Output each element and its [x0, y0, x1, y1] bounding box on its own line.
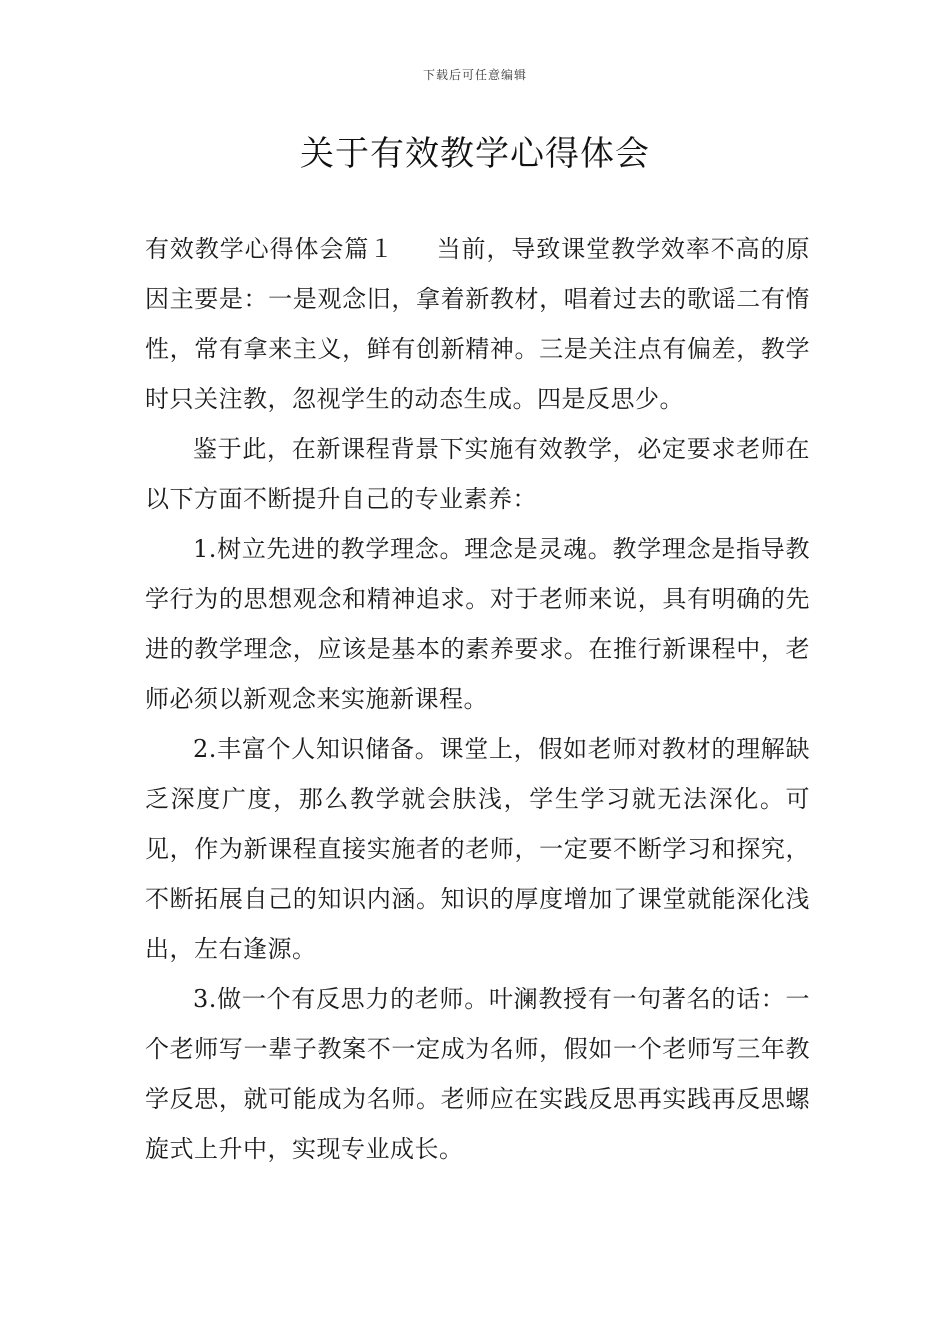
document-title: 关于有效教学心得体会 [300, 134, 650, 174]
paragraph-1-lead: 有效教学心得体会篇１ [145, 235, 395, 263]
paragraph-3: 1.树立先进的教学理念。理念是灵魂。教学理念是指导教学行为的思想观念和精神追求。对于老师来说，具有明确的先进的教学理念，应该是基本的素养要求。在推行新课程中，老师必须以新观念来实施新课程。 [145, 535, 810, 713]
header-note: 下载后可任意编辑 [422, 68, 527, 82]
paragraph-5: 3.做一个有反思力的老师。叶澜教授有一句著名的话：一个老师写一辈子教案不一定成为名师，假如一个老师写三年教学反思，就可能成为名师。老师应在实践反思再实践再反思螺旋式上升中，实现专业成长。 [145, 985, 810, 1163]
document-body [145, 224, 810, 1174]
paragraph-1 [145, 224, 810, 424]
paragraph-4: 2.丰富个人知识储备。课堂上，假如老师对教材的理解缺乏深度广度，那么教学就会肤浅，学生学习就无法深化。可见，作为新课程直接实施者的老师，一定要不断学习和探究，不断拓展自己的知识内涵。知识的厚度增加了课堂就能深化浅出，左右逢源。 [145, 735, 810, 963]
paragraph-2: 鉴于此，在新课程背景下实施有效教学，必定要求老师在以下方面不断提升自己的专业素养： [145, 435, 810, 513]
paragraph-1-text: 当前，导致课堂教学效率不高的原因主要是：一是观念旧，拿着新教材，唱着过去的歌谣二有惰性，常有拿来主义，鲜有创新精神。三是关注点有偏差，教学时只关注教，忽视学生的动态生成。四是反思少。 [145, 235, 811, 413]
